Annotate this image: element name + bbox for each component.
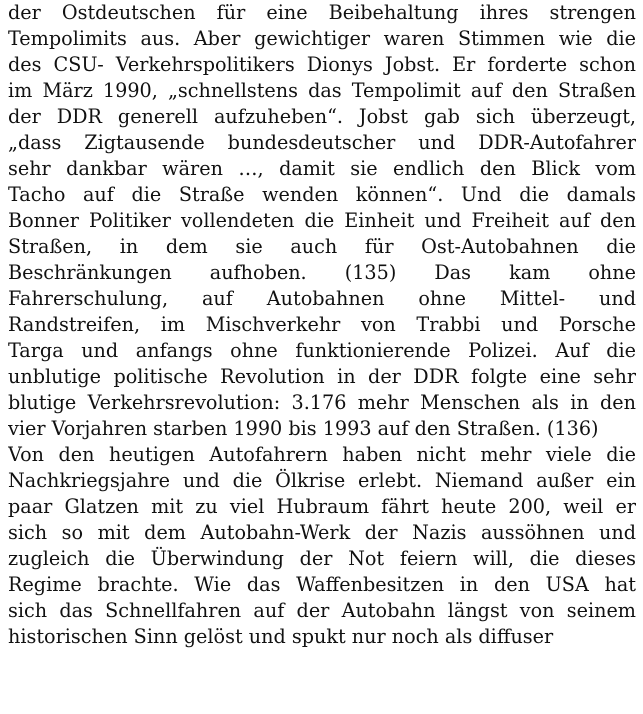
- text-line: Tempolimits aus. Aber gewichtiger waren Stimmen wie die: [8, 27, 636, 50]
- text-line: Regime brachte. Wie das Waffenbesitzen in den USA hat: [8, 573, 636, 596]
- text-line: Targa und anfangs ohne funktionierende Polizei. Auf die: [8, 339, 636, 362]
- text-line: der DDR generell aufzuheben“. Jobst gab sich überzeugt,: [8, 105, 636, 128]
- text-line: im März 1990, „schnellstens das Tempolimit auf den Straßen: [8, 79, 636, 102]
- paragraph-1: [8, 0, 636, 442]
- text-line: blutige Verkehrsrevolution: 3.176 mehr Menschen als in den: [8, 391, 636, 414]
- text-block: [8, 0, 636, 650]
- text-line: Randstreifen, im Mischverkehr von Trabbi und Porsche: [8, 313, 636, 336]
- text-line: Tacho auf die Straße wenden können“. Und die damals: [8, 183, 636, 206]
- text-line: „dass Zigtausende bundesdeutscher und DDR-Autofahrer: [8, 131, 636, 154]
- text-line: sich so mit dem Autobahn-Werk der Nazis aussöhnen und: [8, 521, 636, 544]
- text-line: Von den heutigen Autofahrern haben nicht mehr viele die: [8, 443, 636, 466]
- text-line: Bonner Politiker vollendeten die Einheit und Freiheit auf den: [8, 209, 636, 232]
- text-line: Straßen, in dem sie auch für Ost-Autobahnen die: [8, 235, 636, 258]
- text-line: Fahrerschulung, auf Autobahnen ohne Mittel- und: [8, 287, 636, 310]
- text-line: der Ostdeutschen für eine Beibehaltung ihres strengen: [8, 1, 636, 24]
- text-line: zugleich die Überwindung der Not feiern will, die dieses: [8, 547, 636, 570]
- text-line: des CSU- Verkehrspolitikers Dionys Jobst. Er forderte schon: [8, 53, 636, 76]
- text-line: sich das Schnellfahren auf der Autobahn längst von seinem: [8, 599, 636, 622]
- text-line: historischen Sinn gelöst und spukt nur noch als diffuser: [8, 625, 554, 648]
- text-line: Nachkriegsjahre und die Ölkrise erlebt. Niemand außer ein: [8, 469, 636, 492]
- text-line: vier Vorjahren starben 1990 bis 1993 auf den Straßen. (136): [8, 417, 599, 440]
- text-line: sehr dankbar wären …, damit sie endlich den Blick vom: [8, 157, 636, 180]
- text-line: unblutige politische Revolution in der DDR folgte eine sehr: [8, 365, 636, 388]
- paragraph-2: [8, 442, 636, 650]
- text-line: paar Glatzen mit zu viel Hubraum fährt heute 200, weil er: [8, 495, 636, 518]
- text-line: Beschränkungen aufhoben. (135) Das kam ohne: [8, 261, 636, 284]
